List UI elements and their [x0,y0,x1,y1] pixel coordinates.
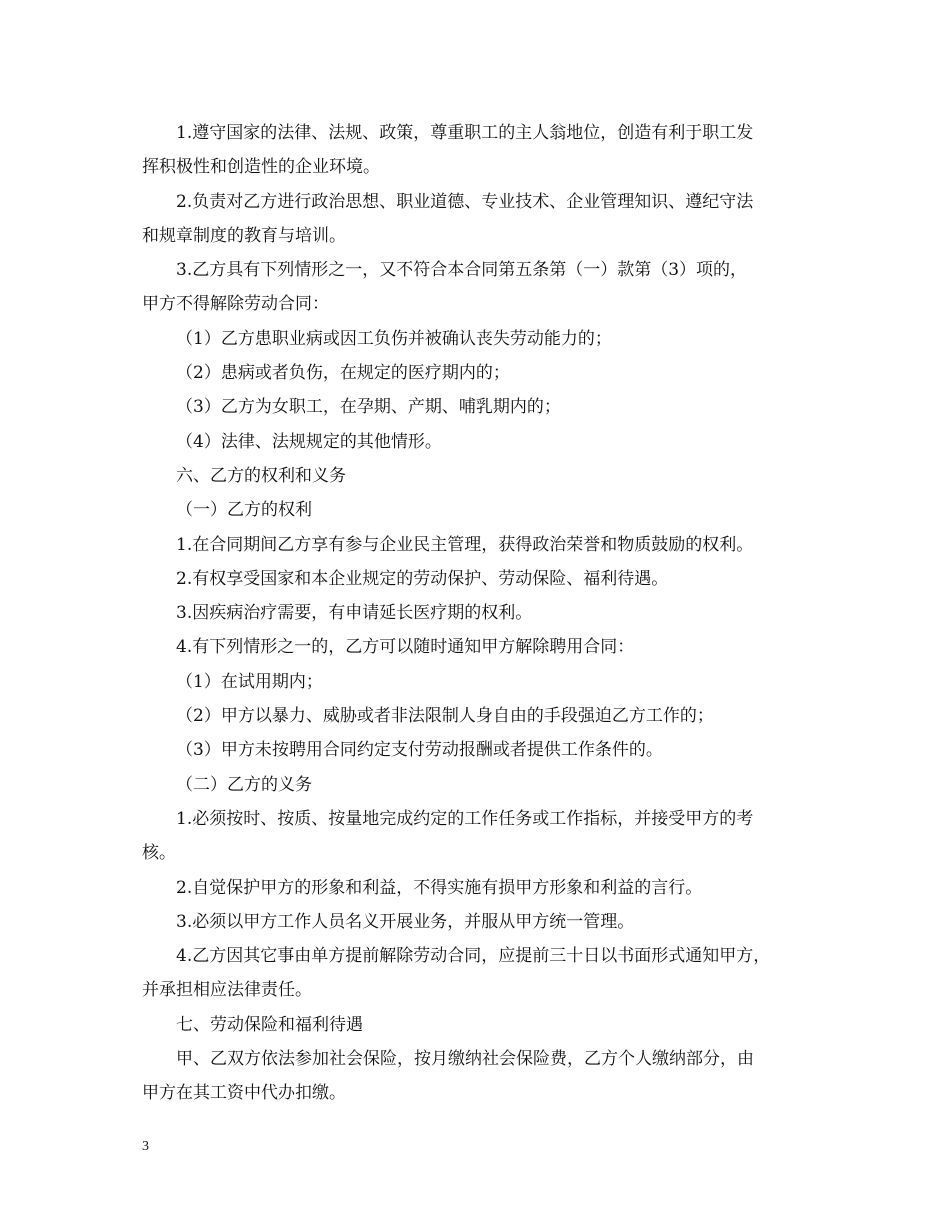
text-line: 4.乙方因其它事由单方提前解除劳动合同，应提前三十日以书面形式通知甲方， [176,946,771,967]
text-line: 甲方不得解除劳动合同： [142,294,329,315]
text-line: 4.有下列情形之一的，乙方可以随时通知甲方解除聘用合同： [176,637,635,658]
text-line: 1.在合同期间乙方享有参与企业民主管理，获得政治荣誉和物质鼓励的权利。 [176,534,754,555]
text-line: （3）乙方为女职工，在孕期、产期、哺乳期内的； [176,397,561,418]
text-line: 2.负责对乙方进行政治思想、职业道德、专业技术、企业管理知识、遵纪守法 [176,191,754,212]
text-line: 2.有权享受国家和本企业规定的劳动保护、劳动保险、福利待遇。 [176,568,669,589]
text-line: （2）患病或者负伤，在规定的医疗期内的； [176,363,510,384]
text-line: （3）甲方未按聘用合同约定支付劳动报酬或者提供工作条件的。 [176,740,663,761]
text-line: （1）在试用期内； [176,671,323,692]
text-line: 3.必须以甲方工作人员名义开展业务，并服从甲方统一管理。 [176,911,635,932]
text-line: 3.乙方具有下列情形之一，又不符合本合同第五条第（一）款第（3）项的， [176,260,748,281]
text-line: （4）法律、法规规定的其他情形。 [176,431,442,452]
text-line: 六、乙方的权利和义务 [176,465,346,486]
text-line: 七、劳动保险和福利待遇 [176,1014,363,1035]
text-line: 甲、乙双方依法参加社会保险，按月缴纳社会保险费，乙方个人缴纳部分，由 [176,1049,754,1070]
page-number: 3 [142,1139,149,1154]
document-body [142,116,830,1111]
text-line: 1.必须按时、按质、按量地完成约定的工作任务或工作指标，并接受甲方的考 [176,808,754,829]
text-line: 甲方在其工资中代办扣缴。 [142,1083,346,1104]
text-line: 挥积极性和创造性的企业环境。 [142,157,380,178]
text-line: 并承担相应法律责任。 [142,980,312,1001]
text-line: 核。 [142,843,176,864]
text-line: 3.因疾病治疗需要，有申请延长医疗期的权利。 [176,603,533,624]
text-line: （2）甲方以暴力、威胁或者非法限制人身自由的手段强迫乙方工作的； [176,706,714,727]
text-line: （一）乙方的权利 [176,500,312,521]
text-line: 和规章制度的教育与培训。 [142,225,346,246]
text-line: （1）乙方患职业病或因工负伤并被确认丧失劳动能力的； [176,328,612,349]
text-line: 2.自觉保护甲方的形象和利益，不得实施有损甲方形象和利益的言行。 [176,877,703,898]
text-line: （二）乙方的义务 [176,774,312,795]
text-line: 1.遵守国家的法律、法规、政策，尊重职工的主人翁地位，创造有利于职工发 [176,123,754,143]
